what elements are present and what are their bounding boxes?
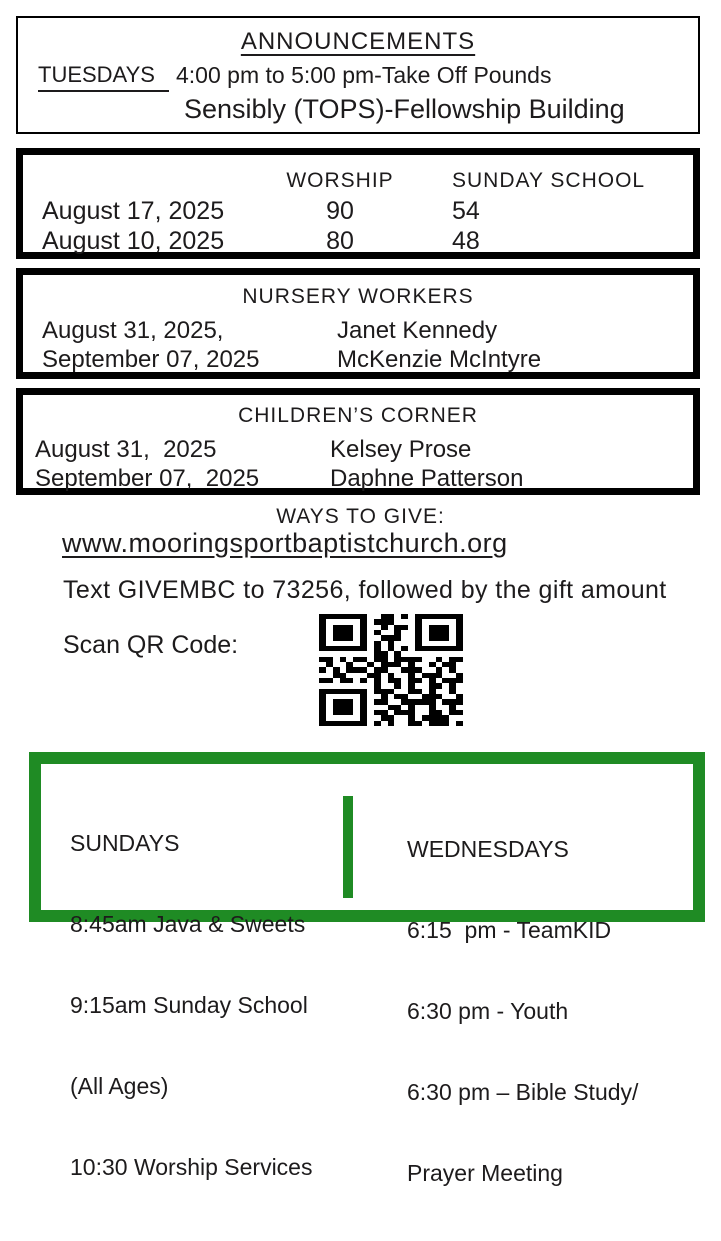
attendance-box [16,148,700,259]
ways-to-give-heading: WAYS TO GIVE: [276,505,445,528]
church-website-link[interactable]: www.mooringsportbaptistchurch.org [62,528,508,558]
wednesdays-title: WEDNESDAYS [407,836,569,862]
attendance-worship-header: WORSHIP [286,169,394,192]
wednesdays-schedule [407,782,638,1241]
announcements-time-line: 4:00 pm to 5:00 pm-Take Off Pounds [176,62,552,88]
childrens-corner-box [16,388,700,495]
childrens-corner-title: CHILDREN’S CORNER [238,404,478,427]
attendance-row [23,196,693,226]
sundays-title: SUNDAYS [70,830,180,856]
schedule-item: (All Ages) [70,1073,169,1099]
nursery-row [23,316,693,345]
schedule-item: 10:30 Worship Services [70,1154,313,1180]
attendance-header-row [23,166,693,196]
announcements-title: ANNOUNCEMENTS [240,28,476,55]
schedule-item: Prayer Meeting [407,1160,563,1186]
weekly-schedule-box [29,752,705,1186]
scan-qr-label: Scan QR Code: [63,631,239,659]
nursery-workers-title: NURSERY WORKERS [242,285,474,308]
schedule-item: 6:15 pm - TeamKID [407,917,612,943]
attendance-row [23,226,693,256]
childrens-corner-date: September 07, 2025 [35,465,260,492]
qr-code [319,614,463,726]
attendance-sunday-school-header: SUNDAY SCHOOL [452,169,646,192]
announcements-box [16,16,700,134]
schedule-divider [343,796,353,898]
announcements-day-label: TUESDAYS [38,62,169,92]
attendance-sunday-school-count: 54 [452,197,480,225]
childrens-corner-row [23,435,693,464]
nursery-name: McKenzie McIntyre [337,346,542,373]
nursery-workers-box [16,268,700,379]
nursery-date: September 07, 2025 [42,346,260,373]
attendance-date-column-spacer [42,166,270,196]
schedule-item: 8:45am Java & Sweets [70,911,306,937]
childrens-corner-name: Kelsey Prose [330,436,472,463]
nursery-row [23,345,693,374]
attendance-worship-count: 80 [326,227,354,255]
schedule-item: 9:15am Sunday School [70,992,308,1018]
childrens-corner-name: Daphne Patterson [330,465,524,492]
childrens-corner-date: August 31, 2025 [35,436,217,463]
announcements-detail-line: Sensibly (TOPS)-Fellowship Building [184,94,625,124]
nursery-date: August 31, 2025, [42,317,224,344]
attendance-date: August 10, 2025 [42,227,225,255]
attendance-worship-count: 90 [326,197,354,225]
attendance-date: August 17, 2025 [42,197,225,225]
text-to-give-instruction: Text GIVEMBC to 73256, followed by the gift amount [63,576,667,604]
childrens-corner-row [23,464,693,493]
schedule-item: 6:30 pm - Youth [407,998,569,1024]
schedule-item: 6:30 pm – Bible Study/ [407,1079,639,1105]
sundays-schedule [70,776,312,1235]
nursery-name: Janet Kennedy [337,317,498,344]
attendance-sunday-school-count: 48 [452,227,480,255]
